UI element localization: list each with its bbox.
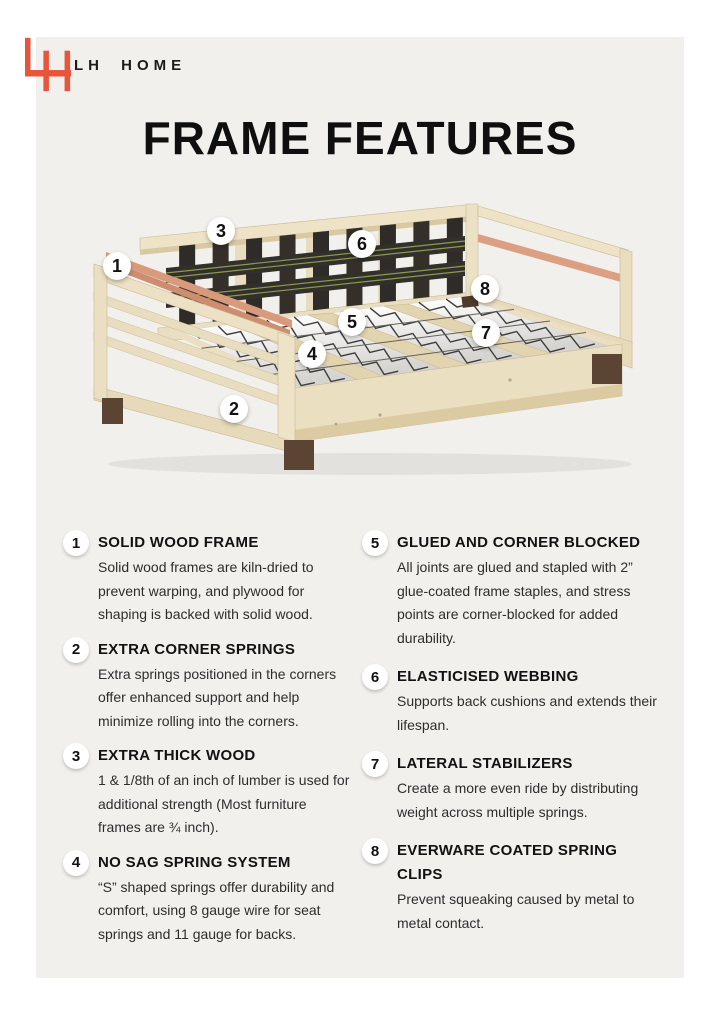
feature-description: Solid wood frames are kiln-dried to prevent warping, and plywood for shaping is backed with solid wood. <box>98 559 314 622</box>
feature-number-badge: 3 <box>63 743 89 769</box>
feature-description: Create a more even ride by distributing weight across multiple springs. <box>397 780 639 820</box>
feature-number-badge: 5 <box>362 530 388 556</box>
feature-title: EVERWARE COATED SPRING CLIPS <box>397 842 618 883</box>
feature-title: GLUED AND CORNER BLOCKED <box>397 534 641 551</box>
feature-title: SOLID WOOD FRAME <box>98 534 259 551</box>
feature-title: EXTRA CORNER SPRINGS <box>98 640 296 658</box>
feature-item-4 <box>63 850 355 947</box>
feature-item-8 <box>362 838 664 935</box>
feature-description: All joints are glued and stapled with 2” glue-coated frame staples, and stress points are corner-blocked for added durability. <box>397 559 633 646</box>
feature-item-7 <box>362 751 664 824</box>
brand-name: LH HOME <box>74 57 187 74</box>
features-left-column <box>63 530 355 956</box>
feature-item-6 <box>362 664 664 737</box>
feature-item-3 <box>63 743 355 840</box>
feature-title: LATERAL STABILIZERS <box>397 755 573 772</box>
feature-number-badge: 6 <box>362 664 388 690</box>
callout-badge-8: 8 <box>471 275 499 303</box>
feature-title: ELASTICISED WEBBING <box>397 668 579 685</box>
feature-description: Supports back cushions and extends their lifespan. <box>397 693 657 733</box>
lh-monogram-icon <box>25 37 71 92</box>
callout-badge-1: 1 <box>103 252 131 280</box>
feature-description: 1 & 1/8th of an inch of lumber is used for additional strength (Most furniture frames are ¾ inch). <box>98 772 350 835</box>
feature-item-1 <box>63 530 355 627</box>
feature-title: EXTRA THICK WOOD <box>98 747 256 764</box>
page-title: FRAME FEATURES <box>142 112 578 164</box>
sofa-frame-illustration <box>80 190 640 480</box>
feature-description: “S” shaped springs offer durability and comfort, using 8 gauge wire for seat springs and 11 gauge for backs. <box>98 878 335 942</box>
callout-badge-3: 3 <box>207 217 235 245</box>
feature-number-badge: 2 <box>63 637 89 663</box>
feature-description: Prevent squeaking caused by metal to metal contact. <box>397 891 635 931</box>
feature-number-badge: 8 <box>362 838 388 864</box>
callout-badge-6: 6 <box>348 230 376 258</box>
callout-badge-4: 4 <box>298 340 326 368</box>
callout-badge-5: 5 <box>338 308 366 336</box>
feature-title: NO SAG SPRING SYSTEM <box>98 853 291 871</box>
feature-number-badge: 7 <box>362 751 388 777</box>
feature-item-5 <box>362 530 664 650</box>
feature-description: Extra springs positioned in the corners offer enhanced support and help minimize rolling into the corners. <box>98 665 337 729</box>
feature-number-badge: 4 <box>63 850 89 876</box>
callout-badge-2: 2 <box>220 395 248 423</box>
feature-item-2 <box>63 637 355 734</box>
callout-badge-7: 7 <box>472 319 500 347</box>
features-right-column <box>362 530 664 949</box>
feature-number-badge: 1 <box>63 530 89 556</box>
